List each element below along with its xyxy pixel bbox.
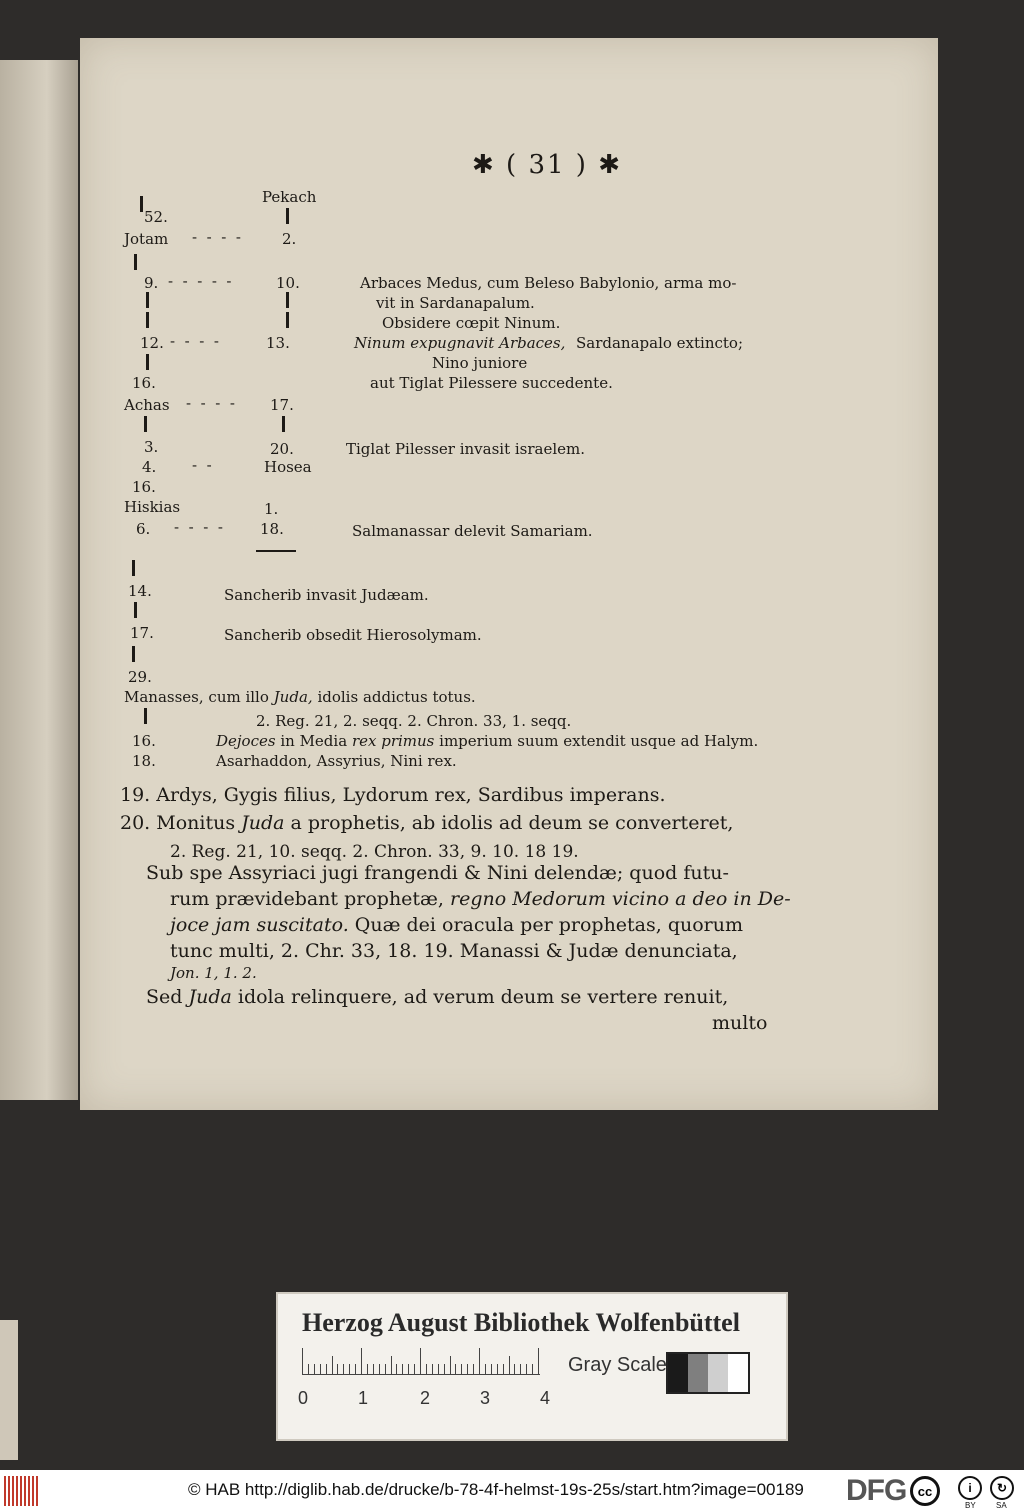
sed-b: idola relinquere, ad verum deum se vertere renuit, bbox=[237, 986, 729, 1008]
sed-a: Sed bbox=[146, 986, 183, 1008]
scale-tick bbox=[373, 1364, 374, 1374]
timeline-bar bbox=[286, 208, 289, 224]
scale-baseline bbox=[302, 1374, 540, 1375]
year-number: 12. bbox=[140, 334, 164, 352]
event-ninum: Sardanapalo extincto; bbox=[576, 334, 744, 352]
timeline-dashes: - - - - bbox=[174, 518, 223, 536]
scale-tick bbox=[355, 1364, 356, 1374]
facing-page-fragment bbox=[0, 1320, 18, 1460]
ruler-pekach: Pekach bbox=[262, 188, 317, 206]
timeline-bar bbox=[132, 560, 135, 576]
ruler-hosea: Hosea bbox=[264, 458, 312, 476]
scale-number: 1 bbox=[358, 1388, 369, 1408]
scale-tick bbox=[326, 1364, 327, 1374]
event-arbaces: Arbaces Medus, cum Beleso Babylonio, arma mo- bbox=[360, 274, 737, 292]
year-number: 13. bbox=[266, 334, 290, 352]
year-number: 2. bbox=[282, 230, 297, 248]
event-asarhaddon: Asarhaddon, Assyrius, Nini rex. bbox=[216, 752, 457, 770]
timeline-dashes: - - - - bbox=[170, 332, 219, 350]
scale-tick bbox=[320, 1364, 321, 1374]
scale-tick bbox=[332, 1356, 333, 1374]
timeline-bar bbox=[144, 708, 147, 724]
year-number: 16. bbox=[132, 374, 156, 392]
year-number: 4. bbox=[142, 458, 157, 476]
year-number: 17. bbox=[130, 624, 154, 642]
event-sancherib-obsedit: Sancherib obsedit Hierosolymam. bbox=[224, 626, 482, 644]
sub-line-1: Sub spe Assyriaci jugi frangendi & Nini delendæ; quod futu- bbox=[146, 862, 729, 884]
book-page bbox=[80, 38, 938, 1110]
timeline-bar bbox=[134, 254, 137, 270]
entry-20-b: a prophetis, ab idolis ad deum se converteret, bbox=[290, 812, 734, 834]
scale-tick bbox=[379, 1364, 380, 1374]
scale-tick bbox=[450, 1356, 451, 1374]
scale-tick bbox=[520, 1364, 521, 1374]
scale-tick bbox=[396, 1364, 397, 1374]
cc-by-icon: i bbox=[958, 1476, 982, 1500]
sed-line bbox=[146, 988, 728, 1007]
timeline-bar bbox=[286, 312, 289, 328]
scale-tick bbox=[514, 1364, 515, 1374]
cc-license-icon[interactable]: cc bbox=[910, 1476, 940, 1506]
gray-scale-patches bbox=[666, 1352, 750, 1394]
scale-tick bbox=[503, 1364, 504, 1374]
dejoces-text: in Media bbox=[280, 732, 348, 750]
gray-patch bbox=[728, 1354, 748, 1392]
scale-tick bbox=[479, 1348, 480, 1374]
scale-tick bbox=[308, 1364, 309, 1374]
sub-line-2-a: rum prævidebant prophetæ, bbox=[170, 888, 444, 910]
cc-by-label: BY bbox=[965, 1501, 976, 1510]
timeline-dashes: - - - - bbox=[186, 394, 235, 412]
sed-juda: Juda bbox=[188, 986, 232, 1008]
scale-number: 3 bbox=[480, 1388, 491, 1408]
scale-tick bbox=[391, 1356, 392, 1374]
gray-patch bbox=[708, 1354, 728, 1392]
sub-line-3-b: Quæ dei oracula per prophetas, quorum bbox=[354, 914, 744, 936]
year-number: 18. bbox=[132, 752, 156, 770]
year-number: 52. bbox=[144, 208, 168, 226]
manasses-juda: Juda, bbox=[273, 688, 313, 706]
scale-tick bbox=[532, 1364, 533, 1374]
scale-tick bbox=[467, 1364, 468, 1374]
year-number: 9. bbox=[144, 274, 159, 292]
scale-number: 4 bbox=[540, 1388, 551, 1408]
timeline-dashes: - - bbox=[192, 456, 212, 474]
sub-line-2-italic: regno Medorum vicino a deo in De- bbox=[450, 888, 791, 910]
line-dejoces bbox=[216, 734, 758, 749]
entry-20-a: 20. Monitus bbox=[120, 812, 236, 834]
event-ninum-italic: Ninum expugnavit Arbaces, bbox=[354, 334, 566, 352]
source-url[interactable]: © HAB http://diglib.hab.de/drucke/b-78-4f-helmst-19s-25s/start.htm?image=00189 bbox=[188, 1480, 804, 1499]
library-name: Herzog August Bibliothek Wolfenbüttel bbox=[302, 1308, 740, 1337]
event-nino: Nino juniore bbox=[432, 354, 528, 372]
year-number: 1. bbox=[264, 500, 279, 518]
scale-tick bbox=[485, 1364, 486, 1374]
sub-line-5: Jon. 1, 1. 2. bbox=[170, 964, 257, 982]
timeline-bar bbox=[134, 602, 137, 618]
section-rule bbox=[256, 550, 296, 552]
year-number: 3. bbox=[144, 438, 159, 456]
entry-19: 19. Ardys, Gygis filius, Lydorum rex, Sardibus imperans. bbox=[120, 784, 666, 806]
facing-page-edge bbox=[0, 60, 78, 1100]
scale-tick bbox=[314, 1364, 315, 1374]
timeline-bar bbox=[140, 196, 143, 212]
cm-scale bbox=[302, 1348, 540, 1376]
viewer-footer bbox=[0, 1470, 1024, 1511]
scale-tick bbox=[491, 1364, 492, 1374]
scale-tick bbox=[367, 1364, 368, 1374]
scale-tick bbox=[473, 1364, 474, 1374]
page-number-header: ✱ ( 31 ) ✱ bbox=[472, 150, 622, 180]
sub-line-3 bbox=[170, 916, 743, 935]
timeline-bar bbox=[286, 292, 289, 308]
year-number: 14. bbox=[128, 582, 152, 600]
dfg-logo: DFG bbox=[846, 1474, 907, 1507]
ruler-hiskias: Hiskias bbox=[124, 498, 181, 516]
scale-tick bbox=[444, 1364, 445, 1374]
year-number: 6. bbox=[136, 520, 151, 538]
ruler-achas: Achas bbox=[124, 396, 170, 414]
dejoces-rex: rex primus bbox=[351, 732, 435, 750]
event-aut-tiglat: aut Tiglat Pilessere succedente. bbox=[370, 374, 613, 392]
year-number: 18. bbox=[260, 520, 284, 538]
dejoces-rest: imperium suum extendit usque ad Halym. bbox=[439, 732, 759, 750]
gray-patch bbox=[668, 1354, 688, 1392]
scale-tick bbox=[302, 1348, 303, 1374]
year-number: 16. bbox=[132, 732, 156, 750]
gray-patch bbox=[688, 1354, 708, 1392]
year-number: 29. bbox=[128, 668, 152, 686]
sub-line-4: tunc multi, 2. Chr. 33, 18. 19. Manassi & Judæ denunciata, bbox=[170, 940, 738, 962]
year-number: 16. bbox=[132, 478, 156, 496]
dejoces-name: Dejoces bbox=[216, 732, 276, 750]
timeline-bar bbox=[146, 312, 149, 328]
scale-tick bbox=[461, 1364, 462, 1374]
event-sancherib-judaeam: Sancherib invasit Judæam. bbox=[224, 586, 429, 604]
scale-tick bbox=[337, 1364, 338, 1374]
catchword: multo bbox=[712, 1012, 768, 1034]
gray-scale-label: Gray Scale bbox=[568, 1354, 667, 1376]
timeline-bar bbox=[144, 416, 147, 432]
entry-20 bbox=[120, 814, 733, 833]
year-number: 10. bbox=[276, 274, 300, 292]
scale-tick bbox=[343, 1364, 344, 1374]
color-target-card bbox=[276, 1292, 788, 1441]
scale-number: 0 bbox=[298, 1388, 309, 1408]
entry-20-ref: 2. Reg. 21, 10. seqq. 2. Chron. 33, 9. 10. 18 19. bbox=[170, 842, 579, 862]
scale-number: 2 bbox=[420, 1388, 431, 1408]
event-tiglat-israel: Tiglat Pilesser invasit israelem. bbox=[346, 440, 586, 458]
ref-reg-chron: 2. Reg. 21, 2. seqq. 2. Chron. 33, 1. seqq. bbox=[256, 712, 572, 730]
scale-tick bbox=[349, 1364, 350, 1374]
scale-tick bbox=[455, 1364, 456, 1374]
event-obsidere: Obsidere cœpit Ninum. bbox=[382, 314, 561, 332]
timeline-dashes: - - - - bbox=[192, 228, 241, 246]
entry-20-juda: Juda bbox=[241, 812, 285, 834]
timeline-bar bbox=[146, 354, 149, 370]
scale-tick bbox=[538, 1348, 539, 1374]
scale-tick bbox=[402, 1364, 403, 1374]
scale-tick bbox=[408, 1364, 409, 1374]
scale-tick bbox=[509, 1356, 510, 1374]
cc-sa-icon: ↻ bbox=[990, 1476, 1014, 1500]
timeline-dashes: - - - - - bbox=[168, 272, 232, 290]
scale-tick bbox=[426, 1364, 427, 1374]
ruler-jotam: Jotam bbox=[124, 230, 169, 248]
year-number: 17. bbox=[270, 396, 294, 414]
event-arbaces-cont: vit in Sardanapalum. bbox=[376, 294, 535, 312]
scale-tick bbox=[497, 1364, 498, 1374]
timeline-bar bbox=[146, 292, 149, 308]
year-number: 20. bbox=[270, 440, 294, 458]
scale-tick bbox=[361, 1348, 362, 1374]
cc-sa-label: SA bbox=[996, 1501, 1007, 1510]
timeline-bar bbox=[132, 646, 135, 662]
hab-logo bbox=[4, 1476, 40, 1506]
event-salmanassar: Salmanassar delevit Samariam. bbox=[352, 522, 593, 540]
sub-line-3-italic: joce jam suscitato. bbox=[170, 914, 349, 936]
scale-tick bbox=[385, 1364, 386, 1374]
timeline-bar bbox=[282, 416, 285, 432]
scale-tick bbox=[420, 1348, 421, 1374]
sub-line-2 bbox=[170, 890, 791, 909]
manasses-rest: idolis addictus totus. bbox=[317, 688, 476, 706]
scale-tick bbox=[438, 1364, 439, 1374]
scale-tick bbox=[432, 1364, 433, 1374]
manasses-text: Manasses, cum illo bbox=[124, 688, 269, 706]
line-manasses bbox=[124, 690, 476, 705]
scale-tick bbox=[526, 1364, 527, 1374]
scale-tick bbox=[414, 1364, 415, 1374]
